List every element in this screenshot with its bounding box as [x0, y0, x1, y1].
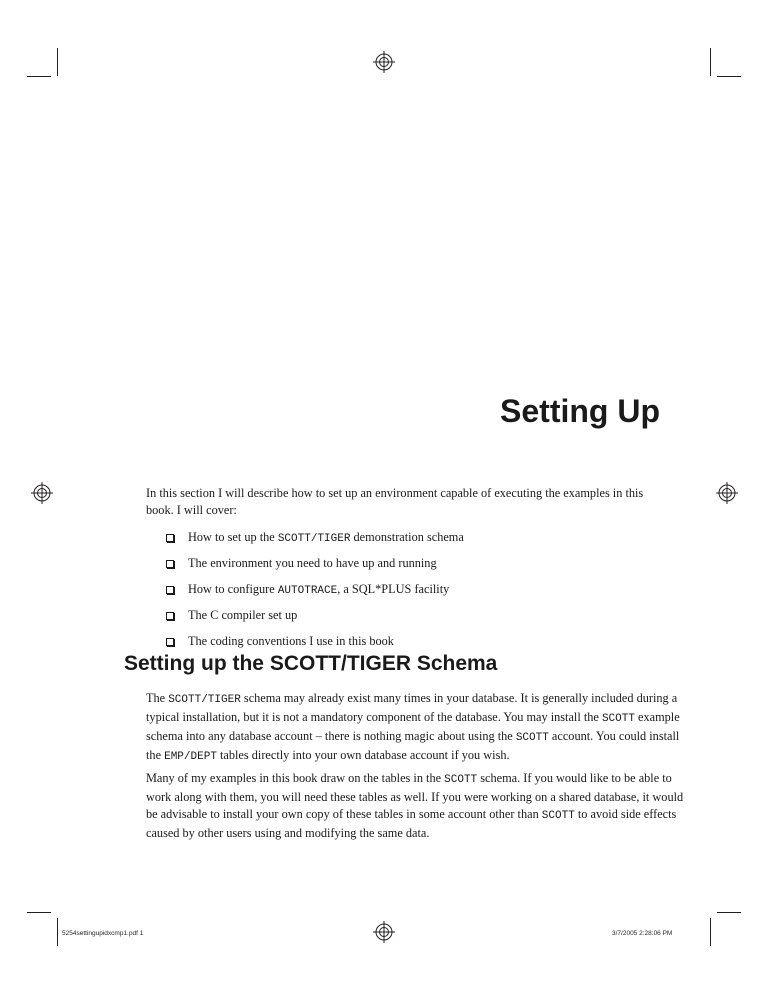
checkbox-bullet-icon — [166, 534, 174, 542]
body-paragraph: The SCOTT/TIGER schema may already exist many times in your database. It is generally included during a typical installation, but it is not a mandatory component of the database. You may install the SCOTT example schema into any database account – there is nothing magic about using the SCOTT account. You could install the EMP/DEPT tables directly into your own database account if you wish. — [146, 691, 680, 763]
list-item — [166, 525, 464, 551]
registration-mark-icon — [31, 482, 53, 504]
crop-mark — [717, 912, 741, 913]
list-item-text: How to configure AUTOTRACE, a SQL*PLUS facility — [188, 581, 450, 597]
crop-mark — [27, 912, 51, 913]
list-item — [166, 603, 298, 629]
print-timestamp: 3/7/2005 2:28:06 PM — [612, 930, 673, 937]
crop-mark — [710, 48, 711, 76]
crop-mark — [717, 76, 741, 77]
checkbox-bullet-icon — [166, 612, 174, 620]
list-item-text: How to set up the SCOTT/TIGER demonstration schema — [188, 529, 464, 545]
list-item-text: The environment you need to have up and running — [188, 555, 437, 570]
body-paragraph: Many of my examples in this book draw on the tables in the SCOTT schema. If you would like to be able to work along with them, you will need these tables as well. If you were working on a shared database, it would be advisable to install your own copy of these tables in some account other than SCOTT to avoid side effects caused by other users using and modifying the same data. — [146, 771, 684, 840]
registration-mark-icon — [716, 482, 738, 504]
crop-mark — [57, 918, 58, 946]
print-file-name: 5254settingupidxcmp1.pdf 1 — [62, 930, 144, 937]
checkbox-bullet-icon — [166, 638, 174, 646]
list-item-text: The C compiler set up — [188, 607, 298, 622]
page-title: Setting Up — [500, 393, 660, 429]
registration-mark-icon — [373, 921, 395, 943]
checkbox-bullet-icon — [166, 586, 174, 594]
registration-mark-icon — [373, 51, 395, 73]
section-heading: Setting up the SCOTT/TIGER Schema — [124, 652, 498, 675]
list-item — [166, 551, 437, 577]
list-item-text: The coding conventions I use in this book — [188, 633, 394, 648]
intro-paragraph: In this section I will describe how to set up an environment capable of executing the examples in this book. I will cover: — [146, 486, 644, 517]
crop-mark — [57, 48, 58, 76]
crop-mark — [27, 76, 51, 77]
list-item — [166, 577, 450, 603]
bullet-list — [166, 525, 464, 655]
crop-mark — [710, 918, 711, 946]
checkbox-bullet-icon — [166, 560, 174, 568]
